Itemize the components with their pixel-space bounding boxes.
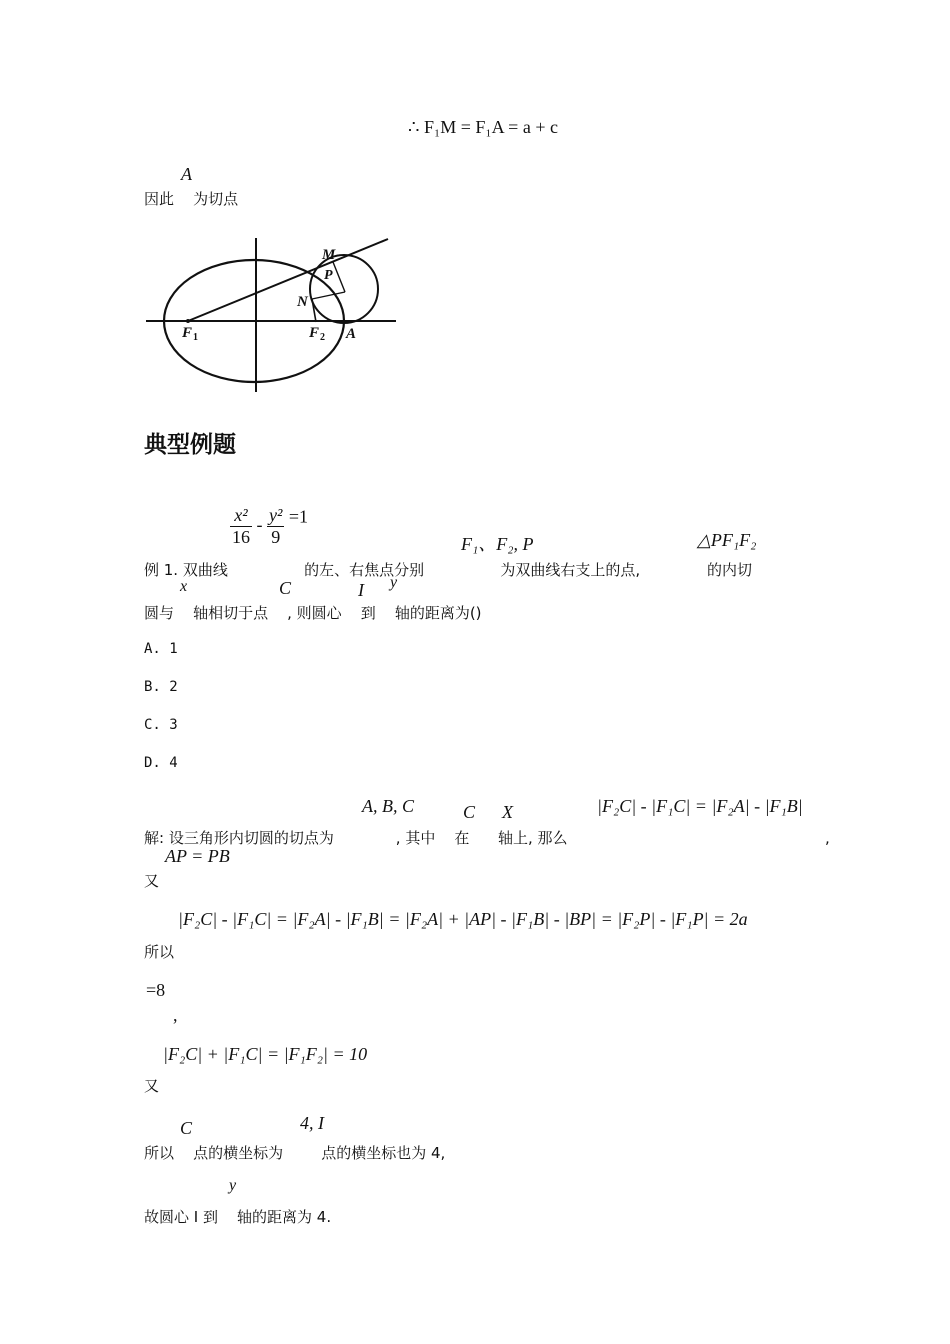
triangle-label: △PF₁F₂ bbox=[697, 530, 757, 550]
over-suoyi-4i: 4, I bbox=[300, 1113, 324, 1133]
label-a: A bbox=[346, 326, 357, 342]
label-f1-sub: 1 bbox=[193, 332, 198, 343]
tangent-line-f1m bbox=[188, 239, 388, 321]
over-ap-pb: AP = PB bbox=[165, 846, 230, 866]
over-sol-x: X bbox=[502, 802, 513, 822]
example1-line2: 圆与 轴相切于点 , 则圆心 到 轴的距离为() bbox=[144, 604, 482, 622]
over-c: C bbox=[279, 578, 292, 598]
hyperbola-equation bbox=[230, 505, 308, 548]
tangent-point-label: A bbox=[181, 164, 192, 184]
equation-rhs: =1 bbox=[288, 506, 309, 527]
denominator-9: 9 bbox=[271, 527, 281, 547]
numerator-x: x² bbox=[230, 505, 252, 527]
label-f1: F bbox=[182, 325, 193, 341]
minus-sign: - bbox=[256, 514, 263, 535]
label-p: P bbox=[324, 268, 333, 283]
option-d: D. 4 bbox=[144, 755, 178, 771]
tangent-point-text: 因此 为切点 bbox=[144, 190, 239, 208]
over-suoyi-c: C bbox=[180, 1118, 193, 1138]
segment-f2n bbox=[312, 299, 316, 322]
suoyi-1: 所以 bbox=[144, 943, 175, 961]
ellipse-figure bbox=[144, 232, 400, 396]
foci-label: F₁、F₂, P bbox=[461, 534, 534, 554]
over-y: y bbox=[390, 574, 398, 591]
you-2: 又 bbox=[144, 1077, 160, 1095]
label-f2-sub: 2 bbox=[320, 332, 325, 343]
section-heading: 典型例题 bbox=[144, 432, 236, 458]
over-sol-c: C bbox=[463, 802, 476, 822]
example1-line1: 例 1. 双曲线 的左、右焦点分别 为双曲线右支上的点, 的内切 bbox=[144, 561, 752, 579]
over-i: I bbox=[358, 580, 364, 600]
sum-equation: |F₂C| + |F₁C| = |F₁F₂| = 10 bbox=[163, 1044, 368, 1064]
segment-np bbox=[312, 292, 345, 299]
over-sol-expr: |F₂C| - |F₁C| = |F₂A| - |F₁B| bbox=[597, 796, 803, 816]
over-last-y: y bbox=[229, 1177, 237, 1194]
suoyi-2: 所以 点的横坐标为 点的横坐标也为 4, bbox=[144, 1144, 446, 1162]
focus-f1 bbox=[186, 319, 190, 323]
label-m: M bbox=[322, 247, 336, 263]
solution-line1: 解: 设三角形内切圆的切点为 , 其中 在 轴上, 那么 , bbox=[144, 829, 830, 847]
denominator-16: 16 bbox=[232, 527, 250, 547]
comma: , bbox=[173, 1005, 178, 1025]
over-x: x bbox=[180, 578, 188, 595]
numerator-y: y² bbox=[269, 505, 283, 525]
eq-8: =8 bbox=[146, 980, 166, 1000]
long-equation: |F₂C| - |F₁C| = |F₂A| - |F₁B| = |F₂A| + |AP| - |F₁B| - |BP| = |F₂P| - |F₁P| = 2a bbox=[178, 909, 748, 929]
fraction-y bbox=[267, 505, 284, 548]
fraction-x bbox=[230, 505, 252, 548]
segment-mp bbox=[333, 262, 345, 292]
label-f2: F bbox=[309, 325, 320, 341]
option-a: A. 1 bbox=[144, 641, 178, 657]
top-formula: ∴ F₁M = F₁A = a + c bbox=[408, 117, 558, 137]
you-1: 又 bbox=[144, 872, 160, 890]
option-b: B. 2 bbox=[144, 679, 178, 695]
option-c: C. 3 bbox=[144, 717, 178, 733]
last-line: 故圆心 I 到 轴的距离为 4. bbox=[144, 1208, 332, 1226]
label-n: N bbox=[297, 294, 308, 310]
over-abc: A, B, C bbox=[362, 796, 414, 816]
